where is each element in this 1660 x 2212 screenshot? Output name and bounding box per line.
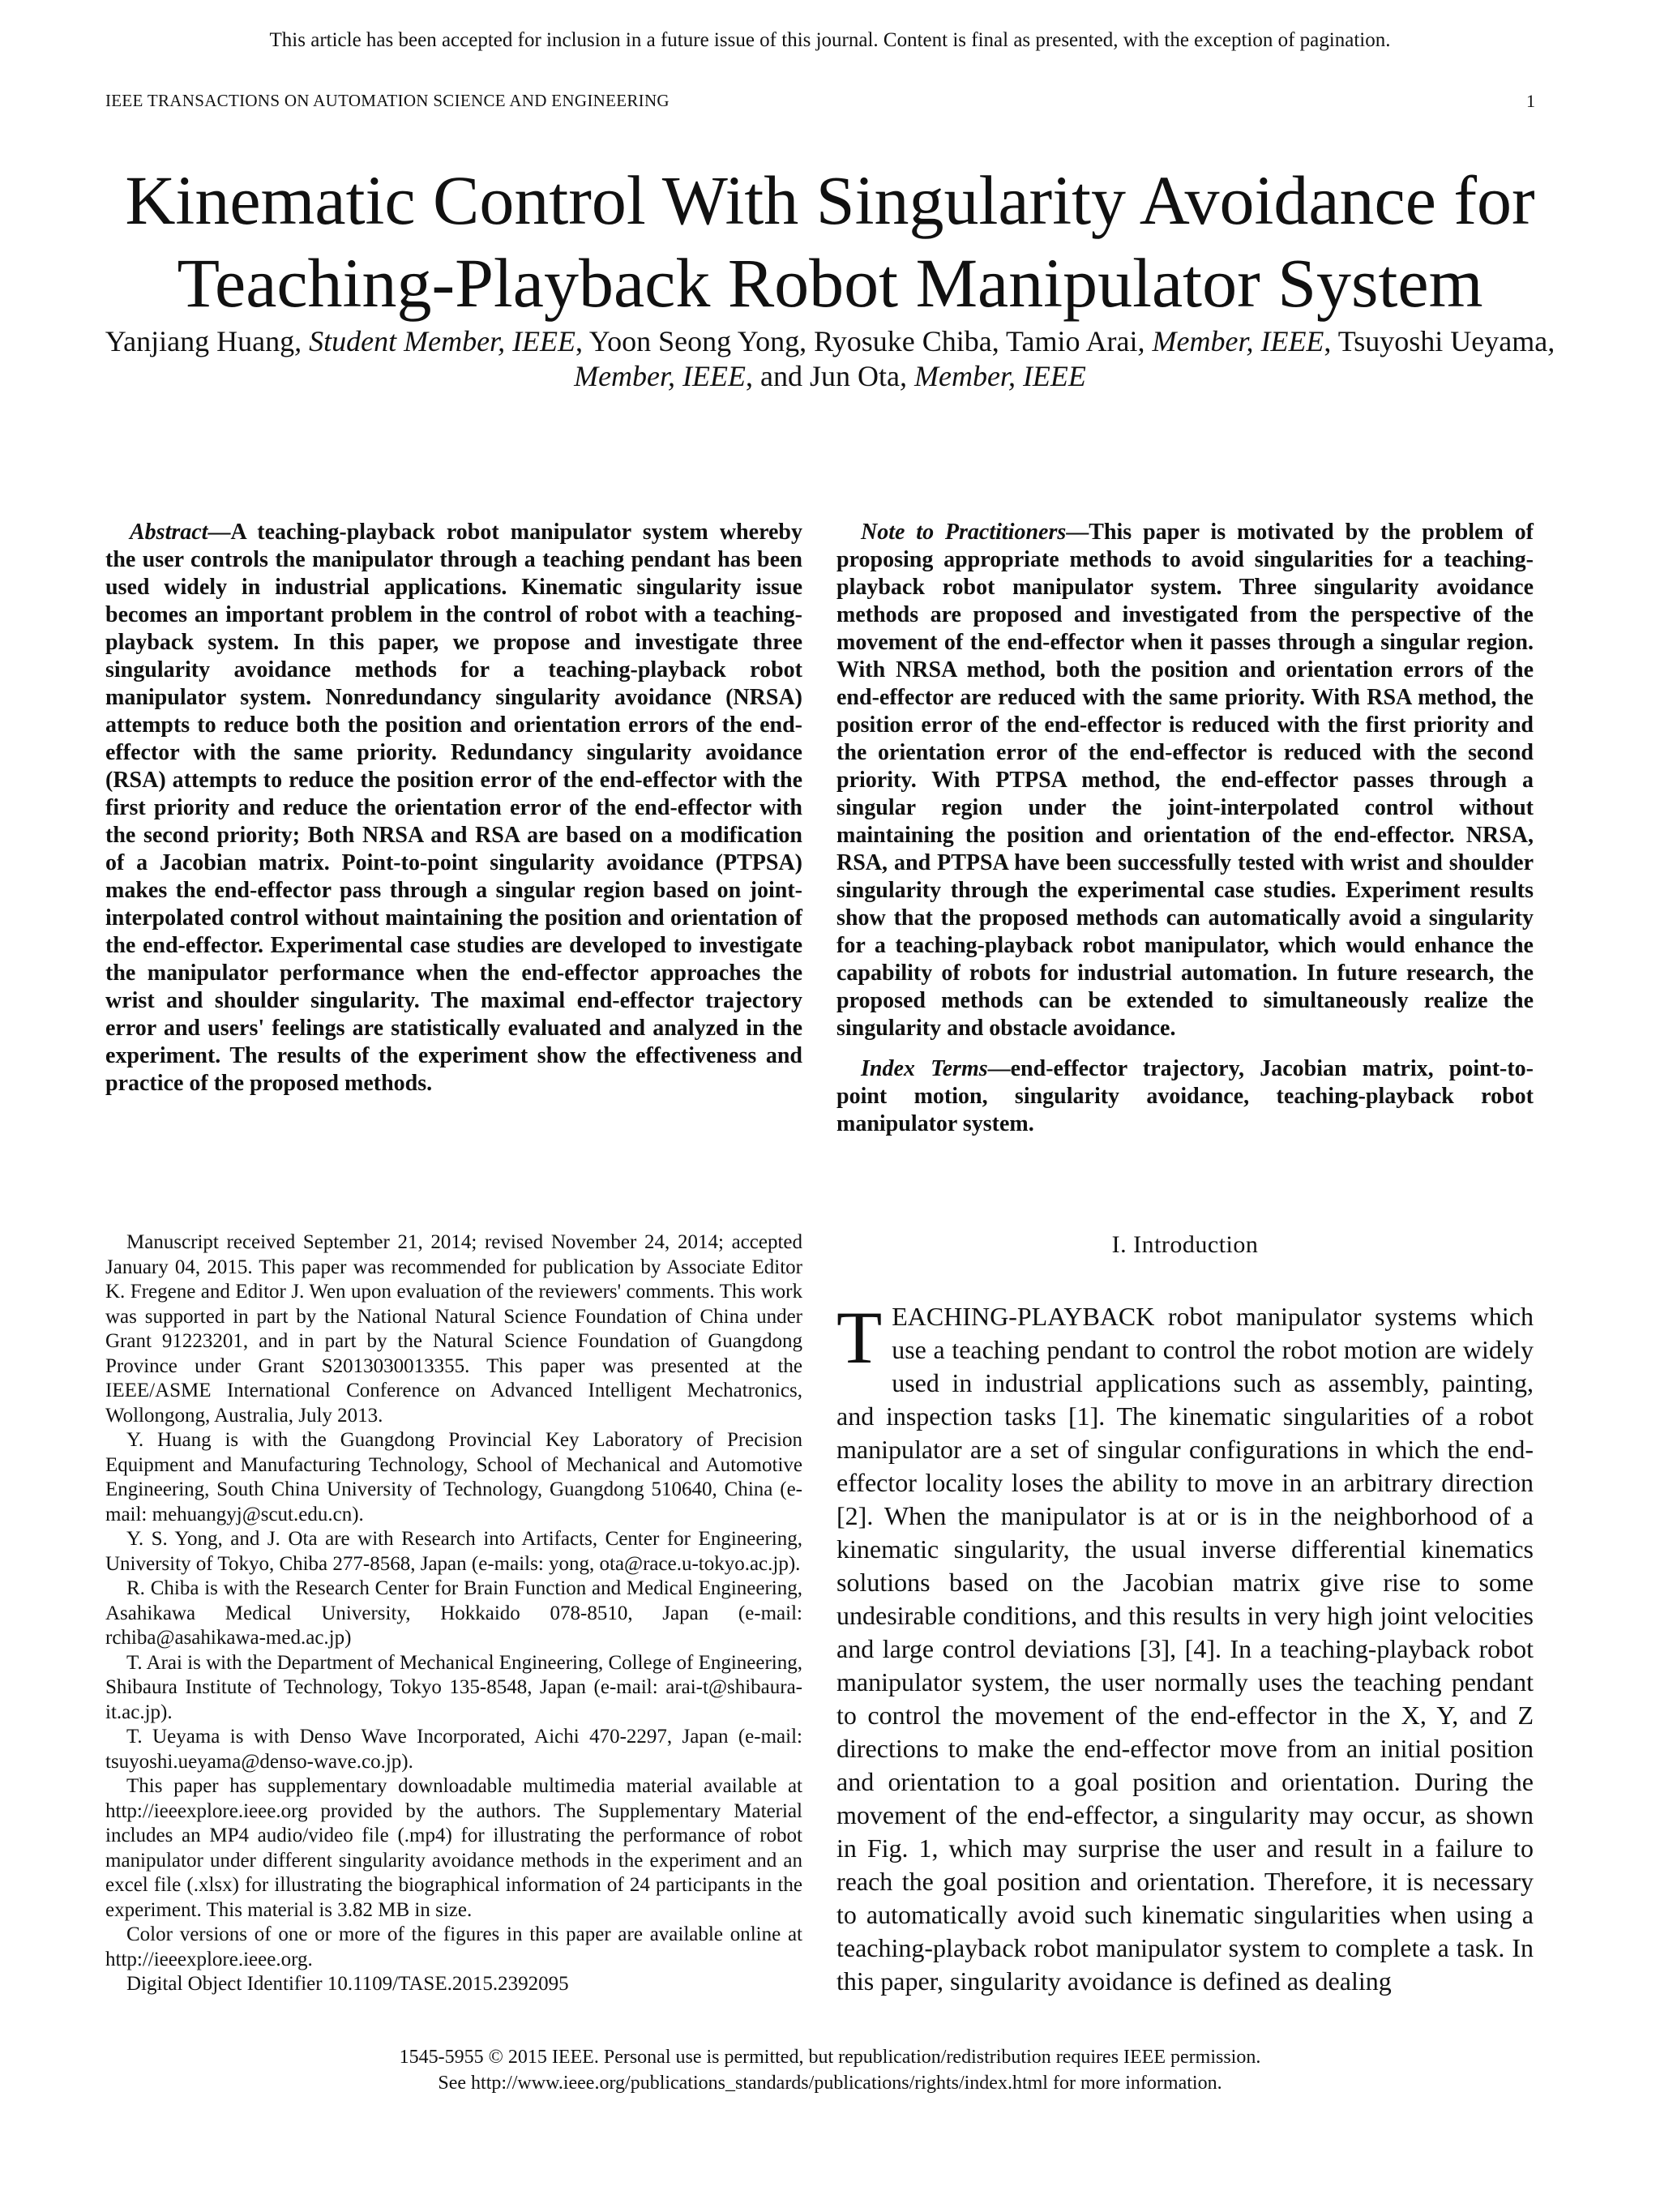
author-membership: , Member, IEEE <box>899 360 1086 392</box>
drop-cap: T <box>836 1296 883 1379</box>
author-name: , Tsuyoshi Ueyama <box>1324 325 1548 357</box>
acceptance-notice: This article has been accepted for inclusion in a future issue of this journal. Content is final as presented, with the exception of pagination. <box>269 29 1391 51</box>
author-membership: , Member, IEEE <box>574 325 1555 392</box>
copyright-notice <box>0 2044 1660 2096</box>
footnote-color-versions: Color versions of one or more of the figures in this paper are available online at http://ieeexplore.ieee.org. <box>105 1923 802 1970</box>
note-label: Note to Practitioners <box>861 520 1067 545</box>
author-membership: , Member, IEEE <box>1137 325 1324 357</box>
note-text: —This paper is motivated by the problem of proposing appropriate methods to avoid singularities for a teaching-playback robot manipulator system. Three singularity avoidance methods are proposed and investigated from the perspective of the movement of the end-effector when it passes through a singular region. With NRSA method, both the position and orientation errors of the end-effector are reduced with the same priority. With RSA method, the position error of the end-effector is reduced with the first priority and the orientation error of the end-effector is reduced with the second priority. With PTPSA method, the end-effector passes through a singular region under the joint-interpolated control without maintaining the position and orientation of the end-effector. NRSA, RSA, and PTPSA have been successfully tested with wrist and shoulder singularity through the experimental case studies. Experiment results show that the proposed methods can automatically avoid a singularity for a teaching-playback robot manipulator, which would enhance the capability of robots for industrial automation. In future research, the proposed methods can be extended to simultaneously realize the singularity and obstacle avoidance. <box>836 520 1534 1041</box>
index-terms-text: —end-effector trajectory, Jacobian matrix, point-to-point motion, singularity avoidance, teaching-playback robot manipulator system. <box>836 1056 1534 1136</box>
note-to-practitioners-section <box>836 519 1534 1151</box>
author-name: , and Jun Ota <box>746 360 900 392</box>
footnote-affiliation: R. Chiba is with the Research Center for Brain Function and Medical Engineering, Asahikawa Medical University, Hokkaido 078-8510, Japan (e-mail: rchiba@asahikawa-med.ac.jp) <box>105 1577 802 1649</box>
copyright-line: 1545-5955 © 2015 IEEE. Personal use is permitted, but republication/redistribution requires IEEE permission. <box>399 2047 1261 2068</box>
author-name: Yanjiang Huang <box>105 325 295 357</box>
footnote-manuscript: Manuscript received September 21, 2014; revised November 24, 2014; accepted January 04, 2015. This paper was recommended for publication by Associate Editor K. Fregene and Editor J. Wen upon evaluation of the reviewers' comments. This work was supported in part by the National Natural Science Foundation of China under Grant 91223201, and in part by the Natural Science Foundation of Guangdong Province under Grant S2013030013355. This paper was presented at the IEEE/ASME International Conference on Advanced Intelligent Mechatronics, Wollongong, Australia, July 2013. <box>105 1231 802 1427</box>
footnote-affiliation: Y. S. Yong, and J. Ota are with Research into Artifacts, Center for Engineering, University of Tokyo, Chiba 277-8568, Japan (e-mails: yong, ota@race.u-tokyo.ac.jp). <box>105 1528 802 1575</box>
journal-running-head: IEEE TRANSACTIONS ON AUTOMATION SCIENCE AND ENGINEERING <box>105 91 670 110</box>
footnote-supplementary: This paper has supplementary downloadable multimedia material available at http://ieeexplore.ieee.org provided by the authors. The Supplementary Material includes an MP4 audio/video file (.mp4) for illustrating the performance of robot manipulator under different singularity avoidance methods in the experiment and an excel file (.xlsx) for illustrating the biographical information of 24 participants in the experiment. This material is 3.82 MB in size. <box>105 1775 802 1921</box>
introduction-body <box>836 1296 1534 1998</box>
copyright-link-line: See http://www.ieee.org/publications_standards/publications/rights/index.html for more information. <box>438 2073 1222 2094</box>
section-heading-introduction: I. Introduction <box>1111 1231 1259 1258</box>
abstract-label: Abstract <box>130 520 208 545</box>
footnote-doi: Digital Object Identifier 10.1109/TASE.2015.2392095 <box>126 1973 569 1995</box>
index-terms-label: Index Terms <box>861 1056 988 1081</box>
abstract-section <box>105 519 802 1097</box>
footnote-affiliation: T. Arai is with the Department of Mechanical Engineering, College of Engineering, Shibaura Institute of Technology, Tokyo 135-8548, Japan (e-mail: arai-t@shibaura-it.ac.jp). <box>105 1651 802 1723</box>
abstract-text: —A teaching-playback robot manipulator system whereby the user controls the manipulator through a teaching pendant has been used widely in industrial applications. Kinematic singularity issue becomes an important problem in the control of robot with a teaching-playback system. In this paper, we propose and investigate three singularity avoidance methods for a teaching-playback robot manipulator system. Nonredundancy singularity avoidance (NRSA) attempts to reduce both the position and orientation errors of the end-effector with the same priority. Redundancy singularity avoidance (RSA) attempts to reduce the position error of the end-effector with the first priority and reduce the orientation error of the end-effector with the second priority; Both NRSA and RSA are based on a modification of a Jacobian matrix. Point-to-point singularity avoidance (PTPSA) makes the end-effector pass through a singular region based on joint-interpolated control without maintaining the position and orientation of the end-effector. Experimental case studies are developed to investigate the manipulator performance when the end-effector approaches the wrist and shoulder singularity. The maximal end-effector trajectory error and users' feelings are statistically evaluated and analyzed in the experiment. The results of the experiment show the effectiveness and practice of the proposed methods. <box>105 520 802 1096</box>
footnote-affiliation: Y. Huang is with the Guangdong Provincial Key Laboratory of Precision Equipment and Manufacturing Technology, School of Mechanical and Automotive Engineering, South China University of Technology, Guangdong 510640, China (e-mail: mehuangyj@scut.edu.cn). <box>105 1429 802 1525</box>
paper-title: Kinematic Control With Singularity Avoidance for Teaching-Playback Robot Manipulator System <box>125 161 1535 322</box>
author-name: , Yoon Seong Yong, Ryosuke Chiba, Tamio Arai <box>575 325 1138 357</box>
author-list <box>81 324 1579 394</box>
page-number: 1 <box>1526 91 1535 111</box>
footnotes <box>105 1230 802 1997</box>
footnote-affiliation: T. Ueyama is with Denso Wave Incorporated, Aichi 470-2297, Japan (e-mail: tsuyoshi.ueyama@denso-wave.co.jp). <box>105 1726 802 1773</box>
introduction-text: EACHING-PLAYBACK robot manipulator systems which use a teaching pendant to control the robot motion are widely used in industrial applications such as assembly, painting, and inspection tasks [1]. The kinematic singularities of a robot manipulator are a set of singular configurations in which the end-effector locality loses the ability to move in an arbitrary direction [2]. When the manipulator is at or is in the neighborhood of a kinematic singularity, the usual inverse differential kinematics solutions based on the Jacobian matrix give rise to some undesirable conditions, and this results in very high joint velocities and large control deviations [3], [4]. In a teaching-playback robot manipulator system, the user normally uses the teaching pendant to control the movement of the end-effector in the X, Y, and Z directions to make the end-effector move from an initial position and orientation to a goal position and orientation. During the movement of the end-effector, a singularity may occur, as shown in Fig. 1, which may surprise the user and result in a failure to reach the goal position and orientation. Therefore, it is necessary to automatically avoid such kinematic singularities when using a teaching-playback robot manipulator system to complete a task. In this paper, singularity avoidance is defined as dealing <box>836 1302 1534 1996</box>
author-membership: , Student Member, IEEE <box>294 325 576 357</box>
